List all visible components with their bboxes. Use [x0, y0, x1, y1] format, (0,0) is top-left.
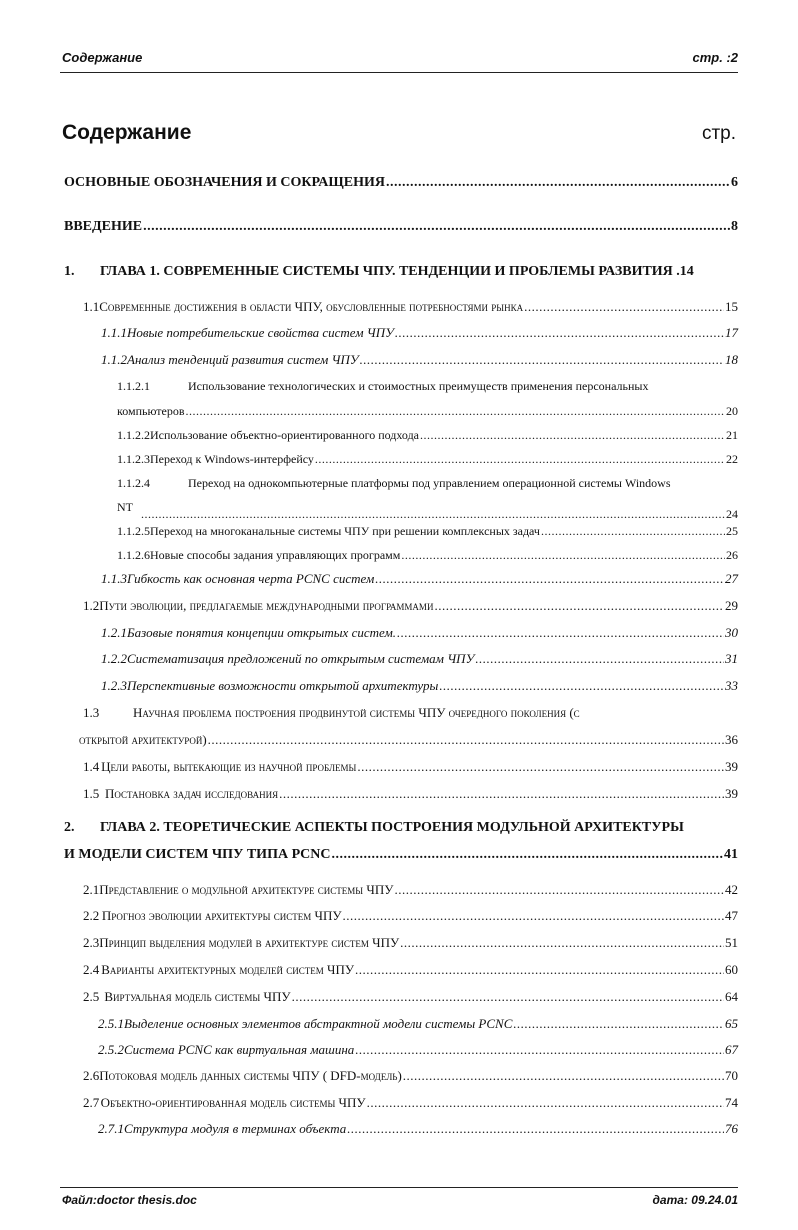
- leader-dots: [386, 175, 730, 191]
- leader-dots: [347, 1121, 724, 1137]
- toc-entry[interactable]: [101, 571, 738, 587]
- toc-page-number: 6: [731, 175, 738, 190]
- toc-entry[interactable]: [83, 989, 738, 1005]
- toc-entry-text: Анализ тенденций развития систем ЧПУ: [127, 352, 359, 367]
- toc-entry-text: ВВЕДЕНИЕ: [64, 219, 143, 234]
- toc-entry-continuation[interactable]: [79, 732, 738, 748]
- leader-dots: [395, 325, 724, 341]
- toc-entry-text: Пути эволюции, предлагаемые международными программами: [99, 598, 434, 613]
- toc-page-number: 24: [726, 507, 738, 521]
- toc-page-number: 20: [726, 404, 738, 418]
- toc-entry[interactable]: [101, 651, 738, 667]
- leader-dots: [143, 219, 730, 235]
- toc-entry[interactable]: [64, 219, 738, 235]
- leader-dots: [403, 1068, 724, 1084]
- header-rule: [60, 72, 738, 73]
- toc-entry-text: Принцип выделения модулей в архитектуре систем ЧПУ: [99, 935, 400, 950]
- toc-entry[interactable]: [64, 175, 738, 191]
- toc-entry[interactable]: [117, 427, 738, 443]
- toc-entry[interactable]: [101, 325, 738, 341]
- toc-page-number: 39: [725, 759, 738, 774]
- toc-entry-text: Научная проблема построения продвинутой системы ЧПУ очередного поколения (с: [133, 705, 580, 720]
- toc-entry-text: ГЛАВА 2. ТЕОРЕТИЧЕСКИЕ АСПЕКТЫ ПОСТРОЕНИЯ МОДУЛЬНОЙ АРХИТЕКТУРЫ: [100, 820, 684, 835]
- toc-page-number: 42: [725, 882, 738, 897]
- page-footer: [62, 1193, 738, 1211]
- leader-dots: [394, 882, 724, 898]
- toc-page-number: 65: [725, 1016, 738, 1031]
- toc-entry[interactable]: [117, 547, 738, 563]
- leader-dots: [360, 352, 724, 368]
- toc-entry-text: Использование технологических и стоимостных преимуществ применения персональных: [188, 379, 649, 393]
- toc-entry[interactable]: [83, 705, 580, 721]
- toc-entry[interactable]: [101, 678, 738, 694]
- toc-entry[interactable]: [98, 1042, 738, 1058]
- toc-entry-text-cont: И МОДЕЛИ СИСТЕМ ЧПУ ТИПА PCNC: [64, 847, 331, 862]
- toc-entry-text: ГЛАВА 1. СОВРЕМЕННЫЕ СИСТЕМЫ ЧПУ. ТЕНДЕНЦИИ И ПРОБЛЕМЫ РАЗВИТИЯ .14: [100, 264, 694, 279]
- leader-dots: [400, 935, 724, 951]
- toc-entry-number: 2.5: [83, 989, 100, 1004]
- toc-page-column-label: стр.: [701, 123, 736, 144]
- toc-page-number: 36: [725, 732, 738, 747]
- toc-entry-number: 1.1.2.5: [117, 524, 150, 538]
- toc-entry-number: 1.1: [83, 299, 100, 314]
- toc-entry-number: 2.5.2: [98, 1042, 124, 1057]
- toc-page-number: 51: [725, 935, 738, 950]
- footer-rule: [60, 1187, 738, 1188]
- toc-page-number: 47: [725, 908, 738, 923]
- toc-entry-number: 2.7.1: [98, 1121, 124, 1136]
- toc-entry-number: 1.1.2.2: [117, 428, 150, 442]
- toc-entry-number: 1.1.2.4: [117, 476, 150, 490]
- toc-entry-text: Виртуальная модель системы ЧПУ: [104, 989, 291, 1004]
- toc-entry-continuation[interactable]: [117, 499, 133, 515]
- toc-entry[interactable]: [83, 598, 738, 614]
- leader-dots: [343, 908, 724, 924]
- leader-dots: [355, 962, 724, 978]
- toc-title: Содержание: [62, 121, 192, 144]
- leader-dots: [315, 451, 725, 467]
- leader-dots: [355, 1042, 724, 1058]
- toc-entry-number: 2.6: [83, 1068, 100, 1083]
- toc-entry-text: Современные достижения в области ЧПУ, обусловленные потребностями рынка: [99, 299, 524, 314]
- toc-entry-text: Цели работы, вытекающие из научной проблемы: [101, 759, 357, 774]
- toc-entry[interactable]: [98, 1121, 738, 1137]
- toc-entry[interactable]: [83, 1095, 738, 1111]
- toc-entry-text: Переход к Windows-интерфейсу: [150, 452, 314, 466]
- toc-entry-number: 1.3: [83, 705, 100, 720]
- leader-dots: [208, 732, 724, 748]
- leader-dots: [439, 678, 724, 694]
- toc-page-number: 67: [725, 1042, 738, 1057]
- footer-filename: Файл:doctor thesis.doc: [62, 1193, 197, 1207]
- toc-entry[interactable]: [83, 935, 738, 951]
- leader-dots: [141, 506, 725, 522]
- toc-page-number: 17: [725, 325, 738, 340]
- toc-entry-text: Варианты архитектурных моделей систем ЧПУ: [101, 962, 355, 977]
- toc-page-number: 31: [725, 651, 738, 666]
- toc-page-number: 39: [725, 786, 738, 801]
- toc-entry-text: Базовые понятия концепции открытых систем.: [127, 625, 396, 640]
- leader-dots: [279, 786, 724, 802]
- toc-page-number: 60: [725, 962, 738, 977]
- toc-page-number: 70: [725, 1068, 738, 1083]
- toc-entry[interactable]: [83, 786, 738, 802]
- toc-entry-number: 1.: [64, 264, 75, 279]
- toc-entry-text: Потоковая модель данных системы ЧПУ ( DFD-модель): [99, 1068, 402, 1083]
- toc-entry-text: Гибкость как основная черта PCNC систем: [127, 571, 375, 586]
- leader-dots: [513, 1016, 724, 1032]
- toc-page-number: 15: [725, 299, 738, 314]
- footer-date: дата: 09.24.01: [652, 1193, 738, 1207]
- toc-entry-number: 1.4: [83, 759, 100, 774]
- toc-entry-text: Выделение основных элементов абстрактной модели системы PCNC: [124, 1016, 513, 1031]
- leader-dots: [524, 299, 724, 315]
- toc-page-number: 22: [726, 452, 738, 466]
- toc-entry-number: 1.1.2.3: [117, 452, 150, 466]
- toc-entry-text-cont: открытой архитектурой): [79, 732, 207, 747]
- toc-page-number: 76: [725, 1121, 738, 1136]
- toc-entry-number: 1.2.1: [101, 625, 127, 640]
- toc-entry-number: 2.3: [83, 935, 100, 950]
- toc-page-number: 33: [725, 678, 738, 693]
- toc-entry-continuation[interactable]: [64, 847, 738, 863]
- toc-entry-number: 1.2.2: [101, 651, 127, 666]
- toc-entry-number: 2.4: [83, 962, 100, 977]
- toc-page-number: 27: [725, 571, 738, 586]
- toc-entry-number: 2.: [64, 820, 75, 835]
- toc-chapter-1[interactable]: [64, 264, 694, 280]
- toc-page-number: 18: [725, 352, 738, 367]
- toc-page-number: 64: [725, 989, 738, 1004]
- toc-entry-number: 1.5: [83, 786, 100, 801]
- leader-dots: [420, 427, 725, 443]
- toc-entry-text-cont: компьютеров: [117, 404, 185, 418]
- header-section-title: Содержание: [62, 50, 143, 65]
- toc-entry-continuation[interactable]: [117, 403, 738, 419]
- toc-entry-text: Представление о модульной архитектуре системы ЧПУ: [99, 882, 394, 897]
- toc-entry-number: 1.2.3: [101, 678, 127, 693]
- leader-dots: [375, 571, 724, 587]
- toc-entry-text: Новые потребительские свойства систем ЧПУ: [127, 325, 394, 340]
- leader-dots: [367, 1095, 724, 1111]
- leader-dots: [292, 989, 724, 1005]
- leader-dots: [434, 598, 724, 614]
- toc-entry[interactable]: [101, 625, 738, 641]
- leader-dots: [186, 403, 725, 419]
- leader-dots: [475, 651, 724, 667]
- toc-entry-number: 1.1.1: [101, 325, 127, 340]
- toc-entry-text: Переход на многоканальные системы ЧПУ при решении комплексных задач: [150, 524, 540, 538]
- toc-entry[interactable]: [101, 352, 738, 368]
- toc-entry[interactable]: [83, 908, 738, 924]
- toc-entry-number: 2.7: [83, 1095, 100, 1110]
- page-header: [62, 50, 738, 70]
- toc-entry[interactable]: [98, 1016, 738, 1032]
- leader-dots: [401, 547, 725, 563]
- toc-entry-leader-row: [140, 499, 738, 522]
- leader-dots: [541, 523, 725, 539]
- toc-entry-number: 1.1.2.6: [117, 548, 150, 562]
- toc-page-number: 25: [726, 524, 738, 538]
- toc-entry-number: 2.5.1: [98, 1016, 124, 1031]
- toc-entry-text: Систематизация предложений по открытым системам ЧПУ: [127, 651, 475, 666]
- toc-entry-text: Перспективные возможности открытой архитектуры: [127, 678, 439, 693]
- toc-entry[interactable]: [83, 759, 738, 775]
- toc-entry[interactable]: [83, 299, 738, 315]
- toc-entry-number: 1.1.3: [101, 571, 127, 586]
- toc-entry-text: Постановка задач исследования: [104, 786, 279, 801]
- toc-entry-text: Структура модуля в терминах объекта: [124, 1121, 347, 1136]
- toc-entry-text: Новые способы задания управляющих программ: [150, 548, 401, 562]
- toc-entry-number: 1.2: [83, 598, 100, 613]
- toc-page-number: 30: [725, 625, 738, 640]
- toc-entry[interactable]: [117, 523, 738, 539]
- toc-entry-text: Переход на однокомпьютерные платформы под управлением операционной системы Windows: [188, 476, 671, 490]
- toc-entry-text: ОСНОВНЫЕ ОБОЗНАЧЕНИЯ И СОКРАЩЕНИЯ: [64, 175, 385, 190]
- toc-entry-number: 1.1.2: [101, 352, 127, 367]
- header-page-number: стр. :2: [692, 50, 738, 65]
- toc-entry-number: 2.2: [83, 908, 100, 923]
- toc-entry-number: 1.1.2.1: [117, 379, 150, 393]
- toc-page-number: 21: [726, 428, 738, 442]
- toc-entry[interactable]: [83, 962, 738, 978]
- toc-entry-text: Объектно-ориентированная модель системы ЧПУ: [100, 1095, 366, 1110]
- toc-page-number: 29: [725, 598, 738, 613]
- toc-entry[interactable]: [83, 882, 738, 898]
- toc-page-number: 74: [725, 1095, 738, 1110]
- toc-entry-number: 2.1: [83, 882, 100, 897]
- toc-entry-text: Система PCNC как виртуальная машина: [124, 1042, 355, 1057]
- toc-page-number: 8: [731, 219, 738, 234]
- toc-entry[interactable]: [117, 378, 648, 394]
- toc-entry-text: Использование объектно-ориентированного подхода: [150, 428, 420, 442]
- toc-entry-text-cont: NT: [117, 500, 133, 514]
- toc-page-number: 26: [726, 548, 738, 562]
- leader-dots: [357, 759, 724, 775]
- leader-dots: [331, 847, 723, 863]
- toc-page-number: 41: [724, 847, 738, 862]
- toc-entry[interactable]: [117, 451, 738, 467]
- leader-dots: [397, 625, 724, 641]
- toc-entry[interactable]: [83, 1068, 738, 1084]
- toc-entry[interactable]: [117, 475, 671, 491]
- toc-chapter-2[interactable]: [64, 820, 684, 836]
- toc-entry-text: Прогноз эволюции архитектуры систем ЧПУ: [101, 908, 342, 923]
